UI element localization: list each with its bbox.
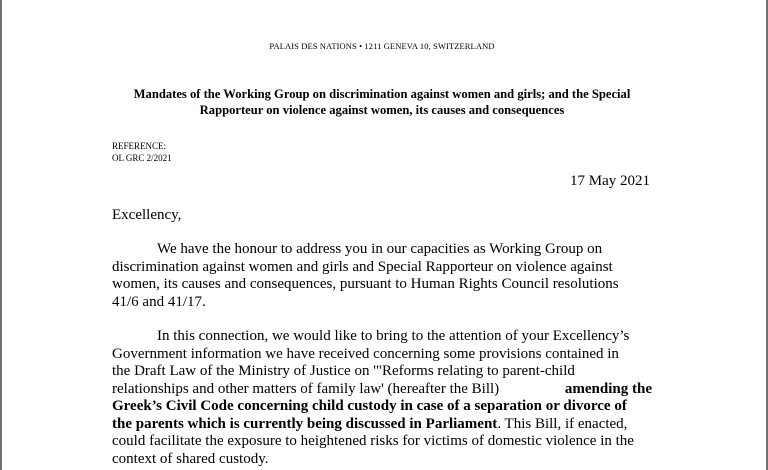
letter-title — [112, 86, 652, 118]
paragraph-2-line — [112, 381, 652, 399]
title-line-2: Rapporteur on violence against women, its causes and consequences — [199, 103, 565, 117]
paragraph-1-line: 41/6 and 41/17. — [112, 293, 206, 310]
paragraph-2-line — [112, 416, 652, 434]
reference-label: REFERENCE: — [112, 141, 167, 151]
paragraph-2-bold-text: Greek’s Civil Code concerning child custody in case of a separation or divorce of — [112, 398, 627, 414]
paragraph-2-line: context of shared custody. — [112, 450, 269, 467]
paragraph-1-line: discrimination against women and girls and Special Rapporteur on violence against — [112, 258, 613, 275]
paragraph-1-line: women, its causes and consequences, pursuant to Human Rights Council resolutions — [112, 276, 619, 292]
paragraph-2-line: In this connection, we would like to bring to the attention of your Excellency’s — [157, 328, 630, 344]
paragraph-2-text: relationships and other matters of family law' (hereafter the Bill) — [112, 380, 500, 397]
letter-page — [112, 0, 652, 470]
paragraph-2-line — [112, 398, 652, 416]
salutation: Excellency, — [112, 207, 182, 223]
title-line-1: Mandates of the Working Group on discrimination against women and girls; and the Special — [133, 87, 631, 101]
paragraph-2-line: could facilitate the exposure to heightened risks for victims of domestic violence in the — [112, 433, 634, 449]
paragraph-2-bold-text: the parents which is currently being discussed in Parliament — [112, 415, 498, 432]
paragraph-2-line: Government information we have received concerning some provisions contained in — [112, 345, 619, 362]
left-border — [0, 0, 2, 470]
letterhead-address: PALAIS DES NATIONS • 1211 GENEVA 10, SWITZERLAND — [269, 41, 495, 51]
reference-code: OL GRC 2/2021 — [112, 153, 172, 163]
paragraph-2-text: . This Bill, if enacted, — [497, 415, 628, 432]
paragraph-2-line: the Draft Law of the Ministry of Justice on '"Reforms relating to parent-child — [112, 363, 575, 379]
paragraph-2 — [112, 328, 652, 468]
letter-date: 17 May 2021 — [570, 173, 650, 189]
paragraph-1-line: We have the honour to address you in our capacities as Working Group on — [157, 241, 603, 257]
paragraph-2-bold-text: amending the — [564, 380, 652, 397]
reference-block — [112, 140, 172, 164]
paragraph-1 — [112, 241, 652, 311]
